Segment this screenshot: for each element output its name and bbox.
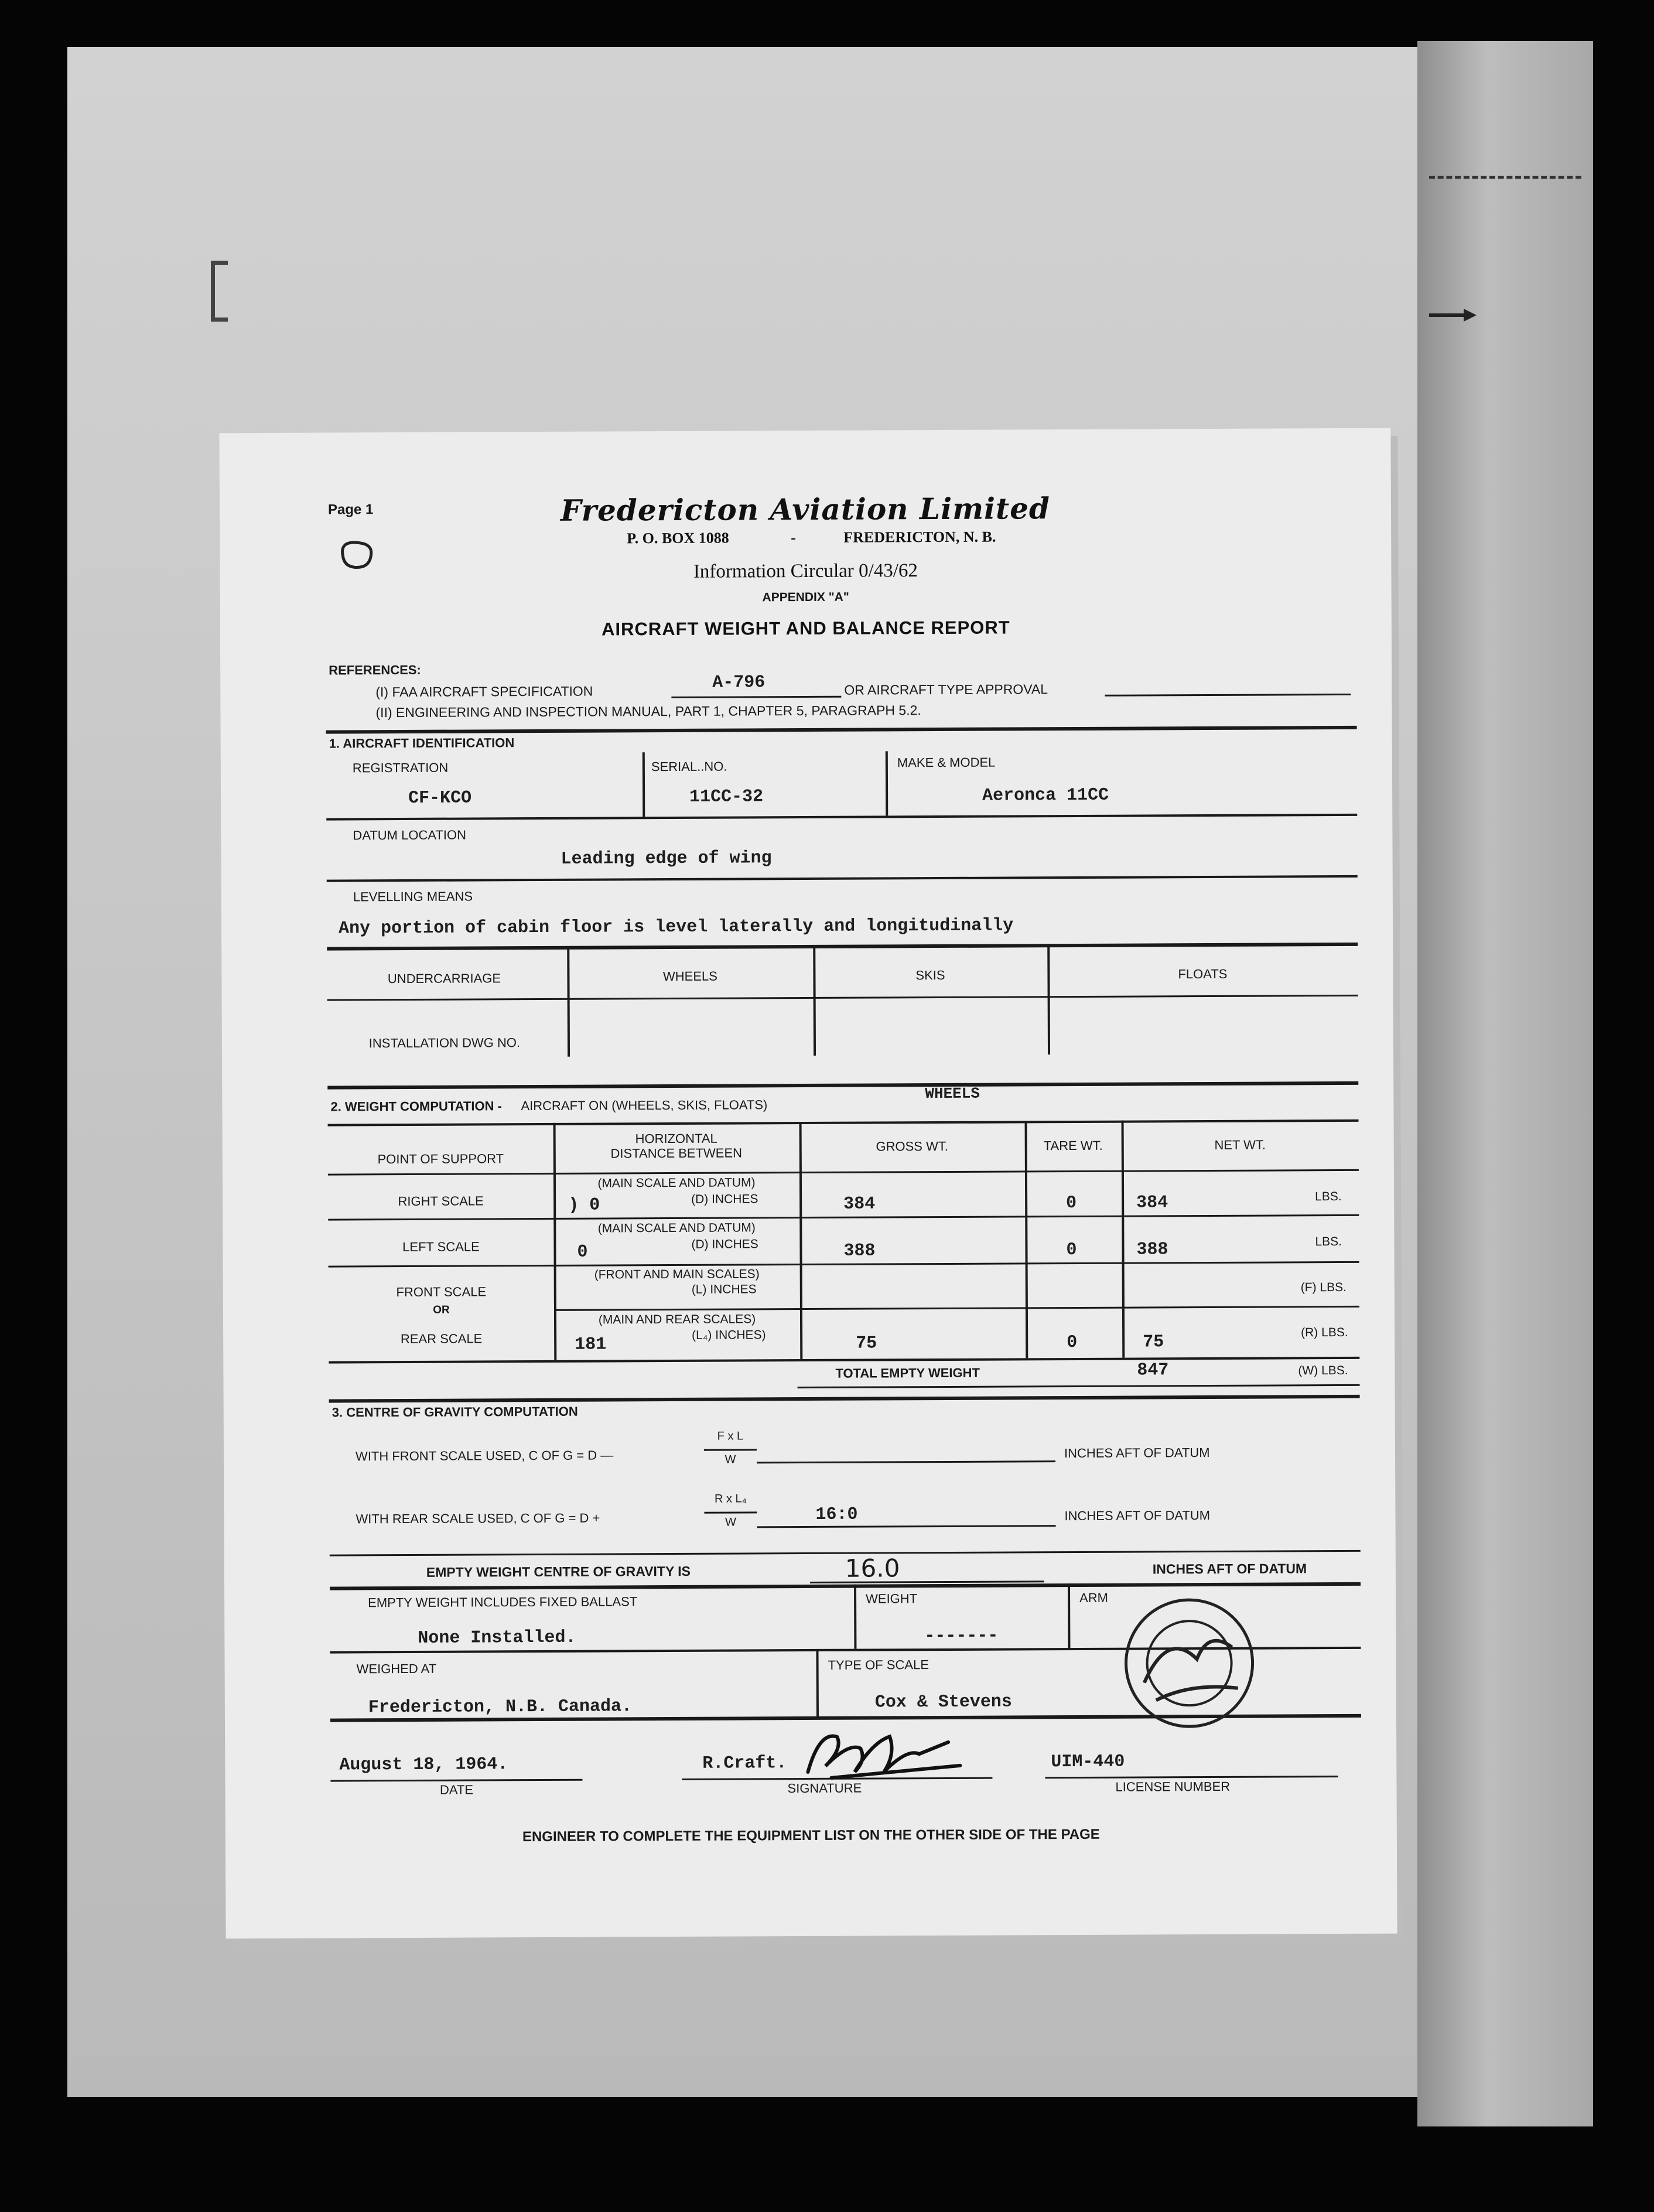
aircraft-on-value: WHEELS (925, 1084, 980, 1103)
right-scale-net: 384 (1136, 1193, 1168, 1213)
right-scale-label: RIGHT SCALE (398, 1193, 484, 1209)
empty-cg-value: 16.0 (845, 1554, 900, 1583)
bracket-mark-icon (211, 261, 228, 322)
ballast-weight-value: ------- (924, 1626, 999, 1647)
left-scale-net: 388 (1136, 1240, 1168, 1260)
front-formula-denominator: W (725, 1453, 736, 1466)
rear-formula-numerator: R x L₄ (714, 1492, 747, 1506)
rear-scale-gross: 75 (856, 1333, 877, 1354)
registration-value: CF-KCO (408, 788, 472, 808)
left-scale-dist-label: (MAIN SCALE AND DATUM) (597, 1221, 756, 1235)
front-scale-formula: WITH FRONT SCALE USED, C OF G = D — (355, 1448, 614, 1464)
datum-location-label: DATUM LOCATION (353, 827, 466, 843)
datum-location-value: Leading edge of wing (561, 848, 772, 869)
rear-scale-unit: (R) LBS. (1301, 1325, 1348, 1340)
license-label: LICENSE NUMBER (1115, 1779, 1231, 1794)
serial-label: SERIAL..NO. (651, 759, 727, 774)
dashed-line (1429, 176, 1581, 179)
weighed-at-value: Fredericton, N.B. Canada. (368, 1696, 633, 1718)
date-value: August 18, 1964. (339, 1754, 508, 1776)
address-dash: - (791, 529, 796, 547)
appendix-label: APPENDIX "A" (762, 590, 849, 605)
make-model-value: Aeronca 11CC (982, 785, 1109, 806)
front-scale-label: FRONT SCALE (396, 1284, 487, 1300)
ref-faa-spec-label: (I) FAA AIRCRAFT SPECIFICATION (375, 683, 593, 700)
circular-number: Information Circular 0/43/62 (693, 560, 918, 582)
weight-balance-form (219, 428, 1397, 1939)
ref-manual-line: (II) ENGINEERING AND INSPECTION MANUAL, PART 1, CHAPTER 5, PARAGRAPH 5.2. (375, 702, 921, 721)
section-2-heading: 2. WEIGHT COMPUTATION - (330, 1098, 502, 1114)
ref-faa-spec-value: A-796 (712, 673, 766, 693)
col-gross-wt: GROSS WT. (876, 1138, 948, 1154)
left-scale-dist: 0 (577, 1242, 588, 1262)
references-heading: REFERENCES: (329, 662, 421, 678)
page-label: Page 1 (327, 501, 374, 518)
address-left: P. O. BOX 1088 (627, 529, 729, 547)
aircraft-on-label: AIRCRAFT ON (WHEELS, SKIS, FLOATS) (521, 1097, 768, 1114)
right-scale-dist-unit: (D) INCHES (691, 1192, 758, 1206)
ballast-value: None Installed. (418, 1627, 576, 1648)
right-scale-dist: ) 0 (568, 1195, 600, 1216)
company-name: Fredericton Aviation Limited (560, 491, 1051, 528)
front-scale-dist-label: (FRONT AND MAIN SCALES) (594, 1267, 760, 1282)
front-scale-unit: (F) LBS. (1300, 1280, 1347, 1295)
left-scale-gross: 388 (843, 1241, 876, 1261)
wheels-label: WHEELS (662, 968, 717, 984)
front-formula-suffix: INCHES AFT OF DATUM (1064, 1445, 1210, 1461)
signature-label: SIGNATURE (787, 1780, 862, 1796)
date-label: DATE (439, 1782, 474, 1797)
rear-scale-label: REAR SCALE (400, 1331, 483, 1347)
section-3-heading: 3. CENTRE OF GRAVITY COMPUTATION (332, 1404, 578, 1420)
installation-dwg-label: INSTALLATION DWG NO. (368, 1035, 521, 1051)
adjacent-page-strip (1417, 41, 1593, 2126)
rear-scale-dist-unit: (L₄) INCHES) (692, 1328, 766, 1342)
ballast-arm-label: ARM (1079, 1590, 1109, 1605)
registration-label: REGISTRATION (352, 760, 449, 776)
or-label: OR (329, 1303, 554, 1317)
col-point-of-support: POINT OF SUPPORT (377, 1151, 504, 1167)
empty-cg-label: EMPTY WEIGHT CENTRE OF GRAVITY IS (426, 1563, 691, 1580)
rear-scale-dist: 181 (575, 1334, 607, 1355)
left-scale-dist-unit: (D) INCHES (691, 1237, 758, 1251)
section-1-heading: 1. AIRCRAFT IDENTIFICATION (329, 735, 515, 751)
rear-formula-suffix: INCHES AFT OF DATUM (1064, 1508, 1211, 1524)
rear-scale-net: 75 (1143, 1332, 1164, 1353)
front-formula-numerator: F x L (717, 1429, 744, 1443)
skis-label: SKIS (915, 967, 945, 983)
ballast-weight-label: WEIGHT (866, 1591, 918, 1606)
front-scale-dist-unit: (L) INCHES (691, 1282, 757, 1296)
right-scale-dist-label: (MAIN SCALE AND DATUM) (597, 1176, 756, 1190)
empty-cg-suffix: INCHES AFT OF DATUM (1152, 1561, 1307, 1577)
ref-type-approval-label: OR AIRCRAFT TYPE APPROVAL (844, 681, 1048, 698)
arrow-mark-icon (1429, 313, 1473, 317)
left-scale-tare: 0 (1066, 1240, 1077, 1261)
levelling-means-value: Any portion of cabin floor is level laterally and longitudinally (339, 916, 1014, 939)
handwritten-signature (796, 1725, 972, 1790)
rear-formula-value: 16:0 (815, 1504, 858, 1525)
right-scale-unit: LBS. (1315, 1190, 1342, 1204)
rear-scale-formula: WITH REAR SCALE USED, C OF G = D + (356, 1510, 600, 1527)
total-empty-weight-unit: (W) LBS. (1298, 1363, 1348, 1378)
col-distance-between: DISTANCE BETWEEN (610, 1145, 743, 1161)
footer-instruction: ENGINEER TO COMPLETE THE EQUIPMENT LIST ON THE OTHER SIDE OF THE PAGE (522, 1826, 1100, 1845)
address-right: FREDERICTON, N. B. (843, 528, 996, 546)
rear-scale-tare: 0 (1067, 1332, 1078, 1353)
report-title: AIRCRAFT WEIGHT AND BALANCE REPORT (601, 617, 1010, 640)
right-scale-tare: 0 (1066, 1193, 1077, 1214)
total-empty-weight-label: TOTAL EMPTY WEIGHT (835, 1365, 980, 1381)
signature-name: R.Craft. (702, 1753, 787, 1774)
col-net-wt: NET WT. (1214, 1137, 1266, 1152)
make-model-label: MAKE & MODEL (897, 755, 996, 770)
floats-label: FLOATS (1178, 966, 1228, 982)
weighed-at-label: WEIGHED AT (356, 1661, 437, 1677)
inspection-seal-stamp (1120, 1595, 1259, 1733)
rear-formula-denominator: W (725, 1515, 737, 1529)
levelling-means-label: LEVELLING MEANS (353, 889, 473, 904)
rear-scale-dist-label: (MAIN AND REAR SCALES) (598, 1312, 756, 1327)
col-tare-wt: TARE WT. (1043, 1138, 1103, 1153)
scale-type-value: Cox & Stevens (874, 1692, 1012, 1713)
undercarriage-label: UNDERCARRIAGE (387, 971, 501, 986)
serial-value: 11CC-32 (689, 787, 764, 807)
col-horizontal: HORIZONTAL (635, 1131, 717, 1146)
left-scale-label: LEFT SCALE (402, 1239, 480, 1255)
scale-type-label: TYPE OF SCALE (828, 1657, 929, 1672)
ballast-label: EMPTY WEIGHT INCLUDES FIXED BALLAST (368, 1594, 638, 1610)
license-value: UIM-440 (1051, 1752, 1125, 1773)
total-empty-weight-value: 847 (1137, 1360, 1169, 1381)
left-scale-unit: LBS. (1315, 1235, 1342, 1249)
right-scale-gross: 384 (843, 1194, 876, 1214)
